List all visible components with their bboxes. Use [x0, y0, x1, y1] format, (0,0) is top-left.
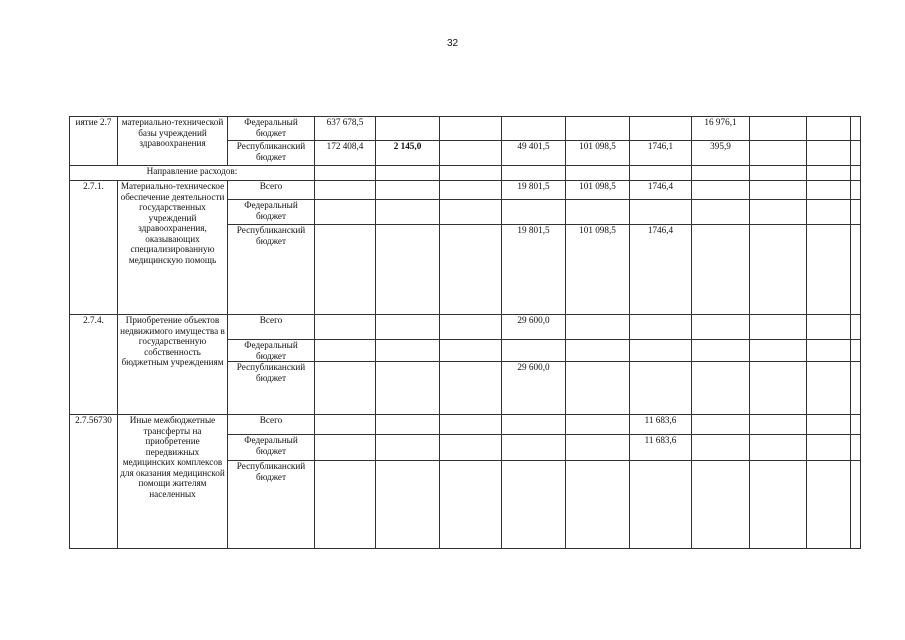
empty-cell [807, 315, 851, 340]
item-name-text: Материально-техническое обеспечение деятельности государственных учреждений здравоохранения, оказывающих специализированную медицинскую помощь [120, 181, 225, 265]
empty-cell [807, 141, 851, 166]
funding-source-text: Всего [259, 415, 283, 425]
value-cell-text: 2 145,0 [393, 141, 422, 151]
value-cell [630, 415, 692, 435]
funding-source-text: Федеральный бюджет [244, 117, 298, 138]
funding-source [228, 461, 315, 549]
value-cell [315, 141, 376, 166]
value-cell-text: 11 683,6 [644, 415, 677, 425]
empty-cell [851, 340, 861, 362]
empty-cell [692, 315, 750, 340]
value-cell [315, 117, 376, 141]
value-cell-text: 29 600,0 [517, 362, 550, 372]
item-name [118, 315, 228, 415]
table-row [70, 415, 861, 435]
empty-cell [692, 435, 750, 461]
empty-cell [376, 461, 440, 549]
empty-cell [566, 166, 630, 181]
empty-cell [315, 435, 376, 461]
empty-cell [630, 315, 692, 340]
empty-cell [376, 415, 440, 435]
empty-cell [376, 181, 440, 200]
value-cell [502, 225, 566, 315]
empty-cell [807, 435, 851, 461]
value-cell-text: 19 801,5 [517, 225, 550, 235]
item-name [118, 181, 228, 315]
empty-cell [440, 435, 502, 461]
empty-cell [440, 117, 502, 141]
section-label-text: Направление расходов: [146, 166, 238, 176]
empty-cell [566, 435, 630, 461]
empty-cell [315, 166, 376, 181]
empty-cell [750, 435, 807, 461]
item-code [70, 181, 118, 315]
empty-cell [502, 461, 566, 549]
empty-cell [750, 362, 807, 415]
empty-cell [851, 461, 861, 549]
value-cell [566, 181, 630, 200]
value-cell-text: 101 098,5 [579, 225, 616, 235]
empty-cell [750, 461, 807, 549]
funding-source-text: Республиканский бюджет [236, 461, 306, 482]
value-cell [502, 181, 566, 200]
empty-cell [440, 166, 502, 181]
empty-cell [566, 340, 630, 362]
empty-cell [502, 166, 566, 181]
empty-cell [502, 200, 566, 225]
empty-cell [750, 117, 807, 141]
empty-cell [750, 415, 807, 435]
empty-cell [566, 415, 630, 435]
funding-source-text: Республиканский бюджет [236, 141, 306, 162]
empty-cell [566, 362, 630, 415]
item-code [70, 117, 118, 166]
item-code-text: 2.7.1. [83, 181, 104, 191]
funding-source-text: Федеральный бюджет [244, 435, 298, 456]
empty-cell [807, 340, 851, 362]
value-cell [692, 117, 750, 141]
value-cell-text: 101 098,5 [579, 141, 616, 151]
section-row [70, 166, 861, 181]
value-cell [376, 141, 440, 166]
empty-cell [502, 117, 566, 141]
funding-source-text: Федеральный бюджет [244, 200, 298, 221]
empty-cell [630, 200, 692, 225]
funding-source [228, 225, 315, 315]
value-cell-text: 1746,4 [647, 225, 674, 235]
value-cell [630, 181, 692, 200]
funding-source [228, 200, 315, 225]
item-name [118, 415, 228, 549]
empty-cell [440, 315, 502, 340]
section-label [70, 166, 315, 181]
empty-cell [807, 181, 851, 200]
empty-cell [376, 362, 440, 415]
empty-cell [440, 461, 502, 549]
empty-cell [376, 225, 440, 315]
empty-cell [315, 315, 376, 340]
empty-cell [630, 117, 692, 141]
empty-cell [440, 225, 502, 315]
value-cell [502, 315, 566, 340]
empty-cell [851, 166, 861, 181]
empty-cell [502, 415, 566, 435]
empty-cell [315, 225, 376, 315]
value-cell-text: 1746,1 [647, 141, 674, 151]
value-cell-text: 11 683,6 [644, 435, 677, 445]
empty-cell [315, 362, 376, 415]
empty-cell [502, 435, 566, 461]
empty-cell [692, 340, 750, 362]
funding-source [228, 362, 315, 415]
empty-cell [315, 200, 376, 225]
value-cell-text: 637 678,5 [326, 117, 364, 127]
empty-cell [376, 166, 440, 181]
empty-cell [692, 362, 750, 415]
empty-cell [566, 461, 630, 549]
table-row [70, 181, 861, 200]
empty-cell [315, 340, 376, 362]
funding-source-text: Федеральный бюджет [244, 340, 298, 361]
value-cell [566, 141, 630, 166]
empty-cell [807, 362, 851, 415]
value-cell-text: 1746,4 [647, 181, 674, 191]
empty-cell [750, 315, 807, 340]
empty-cell [807, 461, 851, 549]
empty-cell [630, 461, 692, 549]
empty-cell [692, 200, 750, 225]
value-cell [630, 225, 692, 315]
empty-cell [692, 225, 750, 315]
empty-cell [502, 340, 566, 362]
empty-cell [376, 117, 440, 141]
funding-source [228, 415, 315, 435]
empty-cell [851, 117, 861, 141]
funding-source-text: Республиканский бюджет [236, 225, 306, 246]
empty-cell [851, 225, 861, 315]
empty-cell [807, 166, 851, 181]
empty-cell [851, 200, 861, 225]
value-cell [502, 141, 566, 166]
empty-cell [566, 117, 630, 141]
empty-cell [440, 200, 502, 225]
empty-cell [807, 117, 851, 141]
empty-cell [692, 181, 750, 200]
empty-cell [807, 200, 851, 225]
empty-cell [630, 340, 692, 362]
empty-cell [315, 415, 376, 435]
funding-source [228, 340, 315, 362]
empty-cell [750, 181, 807, 200]
value-cell-text: 16 976,1 [704, 117, 737, 127]
item-name-text: Иные межбюджетные трансферты на приобретение передвижных медицинских комплексов для оказания медицинской помощи жителям населенных [120, 415, 225, 499]
value-cell-text: 29 600,0 [517, 315, 550, 325]
funding-source [228, 435, 315, 461]
budget-table [69, 116, 861, 549]
funding-source [228, 117, 315, 141]
value-cell-text: 172 408,4 [326, 141, 364, 151]
funding-source [228, 141, 315, 166]
funding-source [228, 181, 315, 200]
empty-cell [851, 315, 861, 340]
item-code-text: иятие 2.7 [75, 117, 112, 127]
empty-cell [750, 166, 807, 181]
empty-cell [851, 181, 861, 200]
empty-cell [851, 435, 861, 461]
empty-cell [566, 200, 630, 225]
empty-cell [315, 461, 376, 549]
empty-cell [692, 415, 750, 435]
table-row [70, 315, 861, 340]
value-cell [566, 225, 630, 315]
empty-cell [750, 200, 807, 225]
value-cell [502, 362, 566, 415]
empty-cell [566, 315, 630, 340]
empty-cell [376, 315, 440, 340]
funding-source-text: Республиканский бюджет [236, 362, 306, 383]
value-cell-text: 395,9 [710, 141, 731, 151]
empty-cell [440, 181, 502, 200]
empty-cell [315, 181, 376, 200]
empty-cell [750, 141, 807, 166]
empty-cell [630, 362, 692, 415]
empty-cell [807, 415, 851, 435]
value-cell [630, 435, 692, 461]
empty-cell [440, 362, 502, 415]
value-cell-text: 19 801,5 [517, 181, 550, 191]
empty-cell [440, 141, 502, 166]
item-code-text: 2.7.4. [83, 315, 104, 325]
empty-cell [851, 141, 861, 166]
item-code [70, 315, 118, 415]
table-row [70, 117, 861, 141]
value-cell-text: 49 401,5 [517, 141, 550, 151]
value-cell [692, 141, 750, 166]
empty-cell [692, 166, 750, 181]
empty-cell [807, 225, 851, 315]
empty-cell [440, 415, 502, 435]
value-cell-text: 101 098,5 [579, 181, 616, 191]
empty-cell [692, 461, 750, 549]
empty-cell [851, 362, 861, 415]
item-name-text: материально-технической базы учреждений здравоохранения [121, 117, 224, 148]
funding-source-text: Всего [259, 315, 283, 325]
empty-cell [630, 166, 692, 181]
empty-cell [376, 435, 440, 461]
empty-cell [376, 200, 440, 225]
empty-cell [376, 340, 440, 362]
funding-source-text: Всего [259, 181, 283, 191]
item-name [118, 117, 228, 166]
item-code [70, 415, 118, 549]
value-cell [630, 141, 692, 166]
budget-table-body [70, 117, 861, 549]
empty-cell [851, 415, 861, 435]
item-name-text: Приобретение объектов недвижимого имущества в государственную собственность бюджетным учреждениям [120, 315, 225, 367]
empty-cell [440, 340, 502, 362]
funding-source [228, 315, 315, 340]
item-code-text: 2.7.56730 [75, 415, 112, 425]
empty-cell [750, 225, 807, 315]
page-number: 32 [446, 38, 459, 49]
empty-cell [750, 340, 807, 362]
